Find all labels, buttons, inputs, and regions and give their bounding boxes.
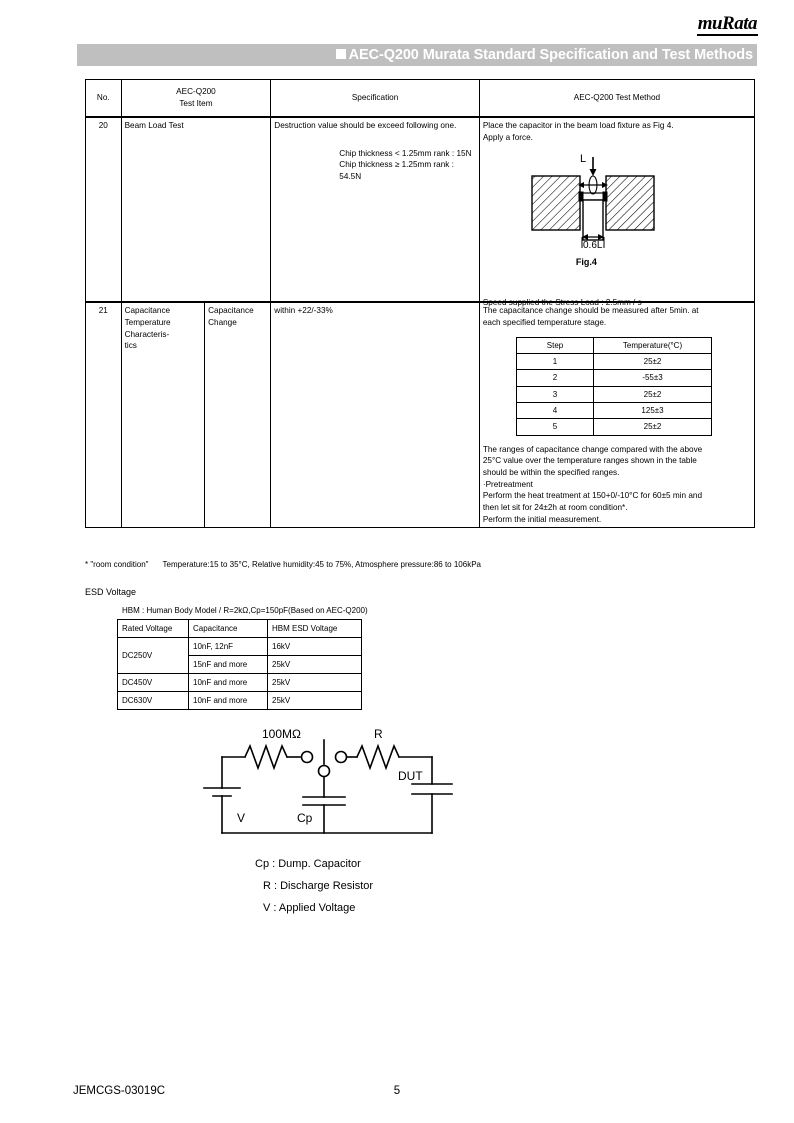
column-header-test-item <box>121 80 271 118</box>
beam-load-fixture-figure <box>528 149 683 277</box>
method-after-line-1: The ranges of capacitance change compared with the above <box>482 444 703 454</box>
esd-capacitance: 10nF and more <box>189 674 268 692</box>
temperature-step-table <box>516 337 712 436</box>
figure-dimension-label: 0.6L <box>582 240 603 252</box>
esd-table-row <box>118 692 362 710</box>
step-value: 5 <box>516 419 593 435</box>
row-test-item-20: Beam Load Test <box>121 117 271 302</box>
esd-voltage-section-title: ESD Voltage <box>85 587 137 597</box>
room-condition-footnote <box>85 560 481 569</box>
column-header-test-item-line2: Test Item <box>179 99 213 108</box>
row-test-item-21 <box>121 302 205 527</box>
method-line-21-2: each specified temperature stage. <box>482 317 607 327</box>
esd-column-header-capacitance: Capacitance <box>189 620 268 638</box>
step-table-row <box>516 386 711 402</box>
esd-column-header-rated-voltage: Rated Voltage <box>118 620 189 638</box>
table-row <box>86 302 755 527</box>
row-sub-item-21 <box>205 302 271 527</box>
dut-label: DUT <box>398 769 423 783</box>
esd-hbm-voltage: 25kV <box>268 692 362 710</box>
temperature-value: 25±2 <box>594 419 712 435</box>
esd-capacitance: 10nF, 12nF <box>189 638 268 656</box>
spec-line-20-1: Chip thickness < 1.25mm rank : 15N <box>339 148 472 158</box>
esd-hbm-voltage: 25kV <box>268 656 362 674</box>
row-no-21: 21 <box>86 302 122 527</box>
footer-page-number: 5 <box>393 1085 401 1097</box>
charge-resistor-label: 100MΩ <box>262 727 301 741</box>
spec-intro-20: Destruction value should be exceed following one. <box>274 121 457 130</box>
column-header-test-method: AEC-Q200 Test Method <box>479 80 754 118</box>
legend-item-r: R : Discharge Resistor <box>263 880 374 892</box>
row-test-method-21 <box>479 302 754 527</box>
method-after-block-21 <box>483 444 751 525</box>
esd-capacitance: 10nF and more <box>189 692 268 710</box>
row-specification-21: within +22/-33% <box>271 302 480 527</box>
temperature-value: 25±2 <box>594 386 712 402</box>
esd-rated-voltage: DC450V <box>118 674 189 692</box>
legend-item-cp: Cp : Dump. Capacitor <box>255 858 361 870</box>
temperature-value: 125±3 <box>594 403 712 419</box>
hbm-definition-note: HBM : Human Body Model / R=2kΩ,Cp=150pF(Based on AEC-Q200) <box>122 606 368 615</box>
method-after-line-6: then let sit for 24±2h at room condition*. <box>482 502 628 512</box>
row-test-item-21-line1: Capacitance <box>124 306 171 316</box>
step-table-row <box>516 419 711 435</box>
row-test-item-21-line2: Temperature <box>124 317 171 327</box>
step-table-row <box>516 403 711 419</box>
filled-square-icon <box>336 49 346 59</box>
legend-item-v: V : Applied Voltage <box>263 902 356 914</box>
step-value: 4 <box>516 403 593 419</box>
esd-rated-voltage: DC630V <box>118 692 189 710</box>
esd-test-circuit <box>200 718 490 843</box>
method-footer-20: Speed supplied the Stress Load : 2.5mm / s <box>482 298 642 308</box>
esd-column-header-hbm-voltage: HBM ESD Voltage <box>268 620 362 638</box>
footnote-text: Temperature:15 to 35°C, Relative humidity:45 to 75%, Atmosphere pressure:86 to 106kPa <box>162 560 481 569</box>
murata-logo-text: muRata <box>697 13 757 34</box>
method-after-line-5: Perform the heat treatment at 150+0/-10°C for 60±5 min and <box>482 491 703 501</box>
dump-capacitor-label: Cp <box>297 811 313 825</box>
method-line-21-1: The capacitance change should be measured after 5min. at <box>482 306 699 316</box>
circuit-legend <box>255 853 373 919</box>
esd-capacitance: 15nF and more <box>189 656 268 674</box>
footer-document-number: JEMCGS-03019C <box>73 1085 166 1097</box>
row-sub-item-21-line1: Capacitance <box>208 306 254 316</box>
page-title: AEC-Q200 Murata Standard Specification and Test Methods <box>348 47 753 63</box>
step-value: 3 <box>516 386 593 402</box>
temperature-column-header: Temperature(°C) <box>594 337 712 353</box>
discharge-resistor-label: R <box>374 727 383 741</box>
esd-table-header-row <box>118 620 362 638</box>
voltage-source-label: V <box>237 811 246 825</box>
row-test-item-21-line3: Characteris- <box>124 329 170 339</box>
step-column-header: Step <box>516 337 593 353</box>
step-value: 2 <box>516 370 593 386</box>
step-value: 1 <box>516 353 593 369</box>
row-test-method-20 <box>479 117 754 308</box>
row-sub-item-21-line2: Change <box>208 317 237 327</box>
method-after-line-4: ·Pretreatment <box>482 479 533 489</box>
row-no-20: 20 <box>86 117 122 302</box>
table-row <box>86 117 755 302</box>
esd-hbm-voltage: 25kV <box>268 674 362 692</box>
page-header-banner <box>77 44 757 66</box>
row-test-item-21-line4: tics <box>124 341 137 351</box>
spec-test-method-table <box>85 79 755 528</box>
murata-logo <box>697 14 758 36</box>
spec-line-20-2: Chip thickness ≥ 1.25mm rank : 54.5N <box>339 160 454 181</box>
esd-voltage-table <box>117 619 362 710</box>
column-header-test-item-line1: AEC-Q200 <box>176 87 216 97</box>
step-table-row <box>516 370 711 386</box>
method-after-line-2: 25°C value over the temperature ranges shown in the table <box>482 456 697 466</box>
esd-hbm-voltage: 16kV <box>268 638 362 656</box>
temperature-value: 25±2 <box>594 353 712 369</box>
temperature-value: -55±3 <box>594 370 712 386</box>
figure-caption: Fig.4 <box>575 257 597 268</box>
step-table-row <box>516 353 711 369</box>
column-header-specification: Specification <box>271 80 480 118</box>
row-specification-20 <box>271 117 480 302</box>
method-after-line-7: Perform the initial measurement. <box>482 514 602 524</box>
method-line-20-1: Place the capacitor in the beam load fixture as Fig 4. <box>482 121 674 130</box>
esd-table-row <box>118 674 362 692</box>
footnote-marker: * "room condition" <box>85 560 149 569</box>
table-header-row <box>86 80 755 118</box>
esd-table-row <box>118 638 362 656</box>
svg-text:L: L <box>579 153 586 166</box>
column-header-no: No. <box>86 80 122 118</box>
method-line-20-2: Apply a force. <box>482 132 533 142</box>
method-after-line-3: should be within the specified ranges. <box>482 468 620 477</box>
step-table-header-row <box>516 337 711 353</box>
esd-rated-voltage: DC250V <box>118 638 189 674</box>
